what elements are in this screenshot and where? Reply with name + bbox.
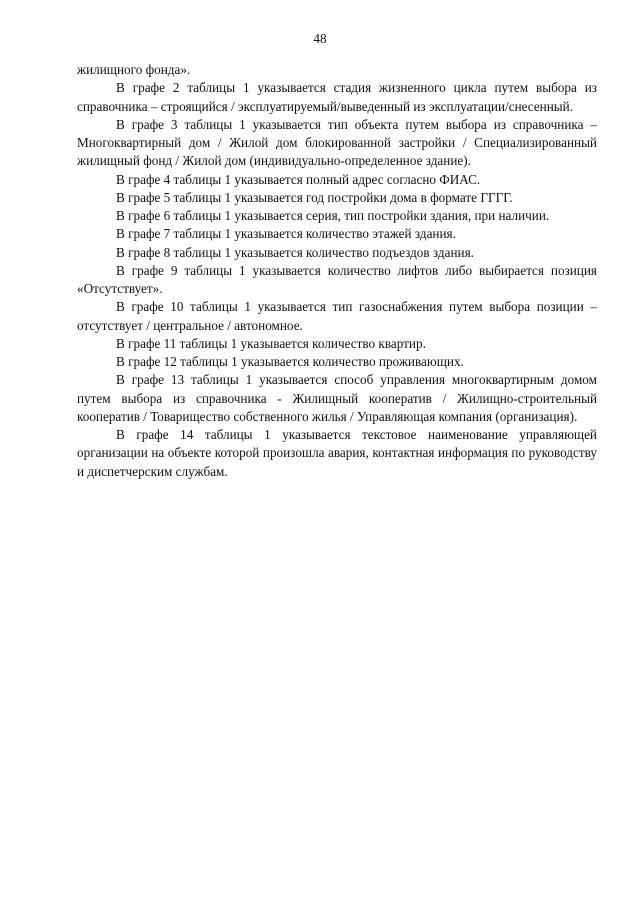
paragraph-column-12: В графе 12 таблицы 1 указывается количество проживающих. — [116, 354, 464, 369]
paragraph-column-10: В графе 10 таблицы 1 указывается тип газоснабжения путем выбора позиции – отсутствует / центральное / автономное. — [77, 299, 597, 333]
paragraph-column-6: В графе 6 таблицы 1 указывается серия, тип постройки здания, при наличии. — [116, 208, 550, 223]
paragraph-column-2: В графе 2 таблицы 1 указывается стадия жизненного цикла путем выбора из справочника – строящийся / эксплуатируемый/выведенный из эксплуатации/снесенный. — [77, 80, 597, 114]
paragraph-column-14: В графе 14 таблицы 1 указывается текстовое наименование управляющей организации на объекте которой произошла авария, контактная информация по руководству и диспетчерским службам. — [77, 427, 597, 479]
paragraph-column-4: В графе 4 таблицы 1 указывается полный адрес согласно ФИАС. — [116, 171, 481, 187]
page-number: 48 — [313, 31, 327, 46]
paragraph-continuation: жилищного фонда». — [77, 62, 191, 77]
paragraph-column-8: В графе 8 таблицы 1 указывается количество подъездов здания. — [116, 244, 474, 260]
paragraph-column-11: В графе 11 таблицы 1 указывается количество квартир. — [116, 335, 426, 351]
paragraph-column-5: В графе 5 таблицы 1 указывается год постройки дома в формате ГГГГ. — [116, 189, 513, 205]
document-body — [77, 61, 597, 481]
paragraph-column-7: В графе 7 таблицы 1 указывается количество этажей здания. — [116, 226, 456, 242]
paragraph-column-3: В графе 3 таблицы 1 указывается тип объекта путем выбора из справочника – Многоквартирный дом / Жилой дом блокированной застройки / Специализированный жилищный фонд / Жилой дом (индивидуально-определенное здание). — [77, 116, 597, 169]
paragraph-column-13: В графе 13 таблицы 1 указывается способ управления многоквартирным домом путем выбора из справочника - Жилищный кооператив / Жилищно-строительный кооператив / Товарищество собственного жилья / Управляющая компания (организация). — [77, 372, 597, 424]
paragraph-column-9: В графе 9 таблицы 1 указывается количество лифтов либо выбирается позиция «Отсутствует». — [77, 262, 597, 296]
